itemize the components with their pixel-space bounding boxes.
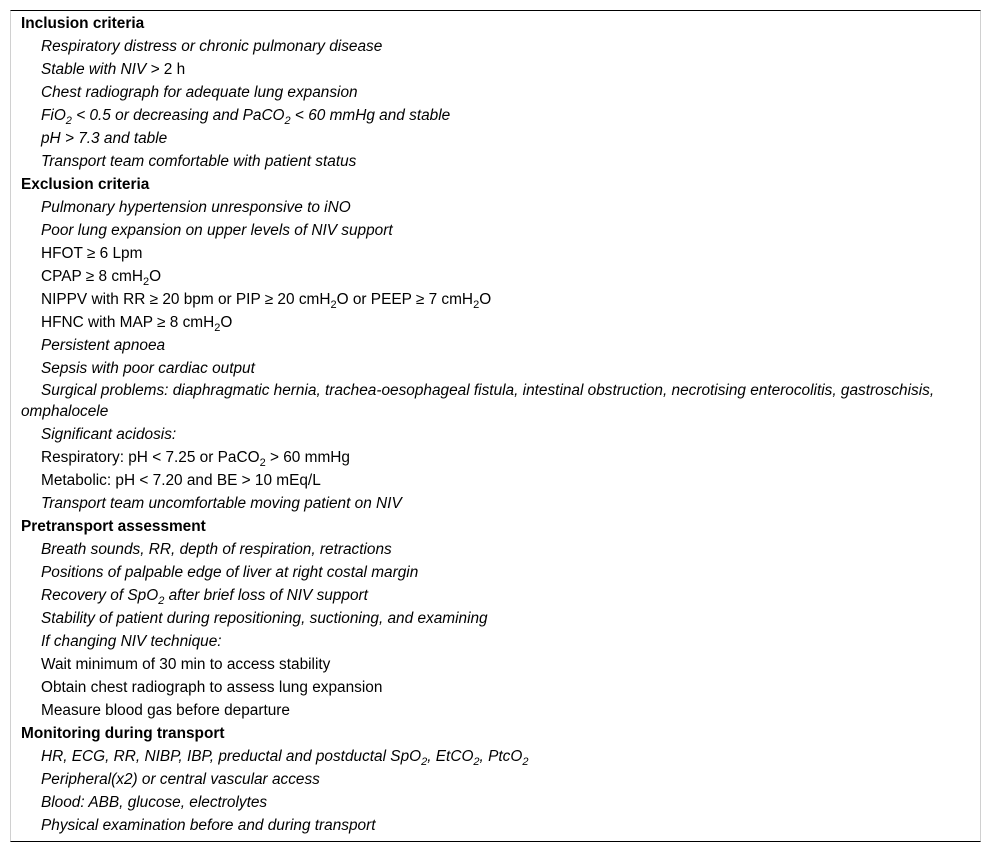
criteria-item xyxy=(21,196,971,219)
subscript: 2 xyxy=(473,299,480,311)
criteria-item xyxy=(21,607,971,630)
text-run: > 60 mmHg xyxy=(265,449,350,466)
section-heading: Exclusion criteria xyxy=(21,176,150,193)
text-run: HFOT ≥ 6 Lpm xyxy=(41,245,143,262)
criteria-item xyxy=(21,127,971,150)
criteria-item xyxy=(21,745,971,768)
text-run: Stable with NIV > xyxy=(41,61,164,78)
criteria-item xyxy=(21,630,971,653)
subscript: 2 xyxy=(284,115,291,127)
text-run: , PtcO xyxy=(479,748,523,765)
text-run: pH > 7.3 and table xyxy=(41,130,168,147)
subscript: 2 xyxy=(158,595,165,607)
text-run: after brief loss of NIV support xyxy=(164,587,368,604)
criteria-item xyxy=(21,58,971,81)
criteria-item xyxy=(21,446,971,469)
text-run: CPAP ≥ 8 cmH xyxy=(41,268,143,285)
criteria-item xyxy=(21,676,971,699)
text-run: < 60 mmHg and stable xyxy=(290,107,451,124)
criteria-item xyxy=(21,538,971,561)
criteria-item xyxy=(21,288,971,311)
criteria-item xyxy=(21,334,971,357)
subscript: 2 xyxy=(65,115,72,127)
text-run: Transport team uncomfortable moving patient on NIV xyxy=(41,495,402,512)
criteria-item xyxy=(21,768,971,791)
text-run: Significant acidosis: xyxy=(41,426,177,443)
subscript: 2 xyxy=(214,322,221,334)
criteria-item xyxy=(21,423,971,446)
text-run: Metabolic: pH < 7.20 and BE > 10 mEq/L xyxy=(41,472,321,489)
text-run: Stability of patient during repositioning, suctioning, and examining xyxy=(41,610,488,627)
subscript: 2 xyxy=(259,457,266,469)
subscript: 2 xyxy=(421,756,428,768)
criteria-item xyxy=(21,814,971,837)
subscript: 2 xyxy=(330,299,337,311)
text-run: Sepsis with poor cardiac output xyxy=(41,360,255,377)
text-run: Breath sounds, RR, depth of respiration, retractions xyxy=(41,541,392,558)
text-run: Obtain chest radiograph to assess lung expansion xyxy=(41,679,383,696)
criteria-item xyxy=(21,791,971,814)
criteria-item xyxy=(21,653,971,676)
text-run: Poor lung expansion on upper levels of NIV support xyxy=(41,222,393,239)
text-run: HR, ECG, RR, NIBP, IBP, preductal and postductal SpO xyxy=(41,748,422,765)
text-run: If changing NIV technique: xyxy=(41,633,222,650)
text-run: Positions of palpable edge of liver at right costal margin xyxy=(41,564,419,581)
text-run: O xyxy=(149,268,162,285)
text-run: O xyxy=(479,291,492,308)
criteria-item xyxy=(21,150,971,173)
criteria-item xyxy=(21,357,971,380)
subscript: 2 xyxy=(473,756,480,768)
criteria-table-body xyxy=(21,12,971,837)
text-run: NIPPV with RR ≥ 20 bpm or PIP ≥ 20 cmH xyxy=(41,291,331,308)
text-run: Surgical problems: diaphragmatic hernia, trachea-oesophageal fistula, intestinal obstruction, necrotising enterocolitis, gastroschisis, omphalocele xyxy=(21,382,935,420)
text-run: , EtCO xyxy=(427,748,474,765)
text-run: Peripheral(x2) or central vascular access xyxy=(41,771,320,788)
criteria-item xyxy=(21,104,971,127)
text-run: Chest radiograph for adequate lung expansion xyxy=(41,84,358,101)
criteria-item xyxy=(21,311,971,334)
criteria-item xyxy=(21,492,971,515)
criteria-item xyxy=(21,81,971,104)
text-run: HFNC with MAP ≥ 8 cmH xyxy=(41,314,215,331)
text-run: < 0.5 or decreasing and PaCO xyxy=(71,107,285,124)
text-run: 2 h xyxy=(163,61,186,78)
text-run: FiO xyxy=(41,107,66,124)
text-run: Respiratory distress or chronic pulmonary disease xyxy=(41,38,383,55)
section-heading: Inclusion criteria xyxy=(21,15,145,32)
subscript: 2 xyxy=(522,756,529,768)
text-run: O or PEEP ≥ 7 cmH xyxy=(336,291,474,308)
criteria-item xyxy=(21,584,971,607)
text-run: Wait minimum of 30 min to access stability xyxy=(41,656,331,673)
criteria-item xyxy=(21,380,971,423)
section-heading: Monitoring during transport xyxy=(21,725,225,742)
text-run: Persistent apnoea xyxy=(41,337,166,354)
text-run: O xyxy=(220,314,233,331)
section-heading: Pretransport assessment xyxy=(21,518,206,535)
criteria-item xyxy=(21,469,971,492)
text-run: Measure blood gas before departure xyxy=(41,702,290,719)
criteria-item xyxy=(21,219,971,242)
criteria-item xyxy=(21,35,971,58)
text-run: Recovery of SpO xyxy=(41,587,159,604)
text-run: Blood: ABB, glucose, electrolytes xyxy=(41,794,268,811)
text-run: Pulmonary hypertension unresponsive to iNO xyxy=(41,199,351,216)
text-run: Physical examination before and during transport xyxy=(41,817,376,834)
subscript: 2 xyxy=(142,276,150,288)
text-run: Transport team comfortable with patient status xyxy=(41,153,357,170)
criteria-item xyxy=(21,699,971,722)
criteria-item xyxy=(21,242,971,265)
criteria-item xyxy=(21,265,971,288)
text-run: Respiratory: pH < 7.25 or PaCO xyxy=(41,449,260,466)
criteria-item xyxy=(21,561,971,584)
